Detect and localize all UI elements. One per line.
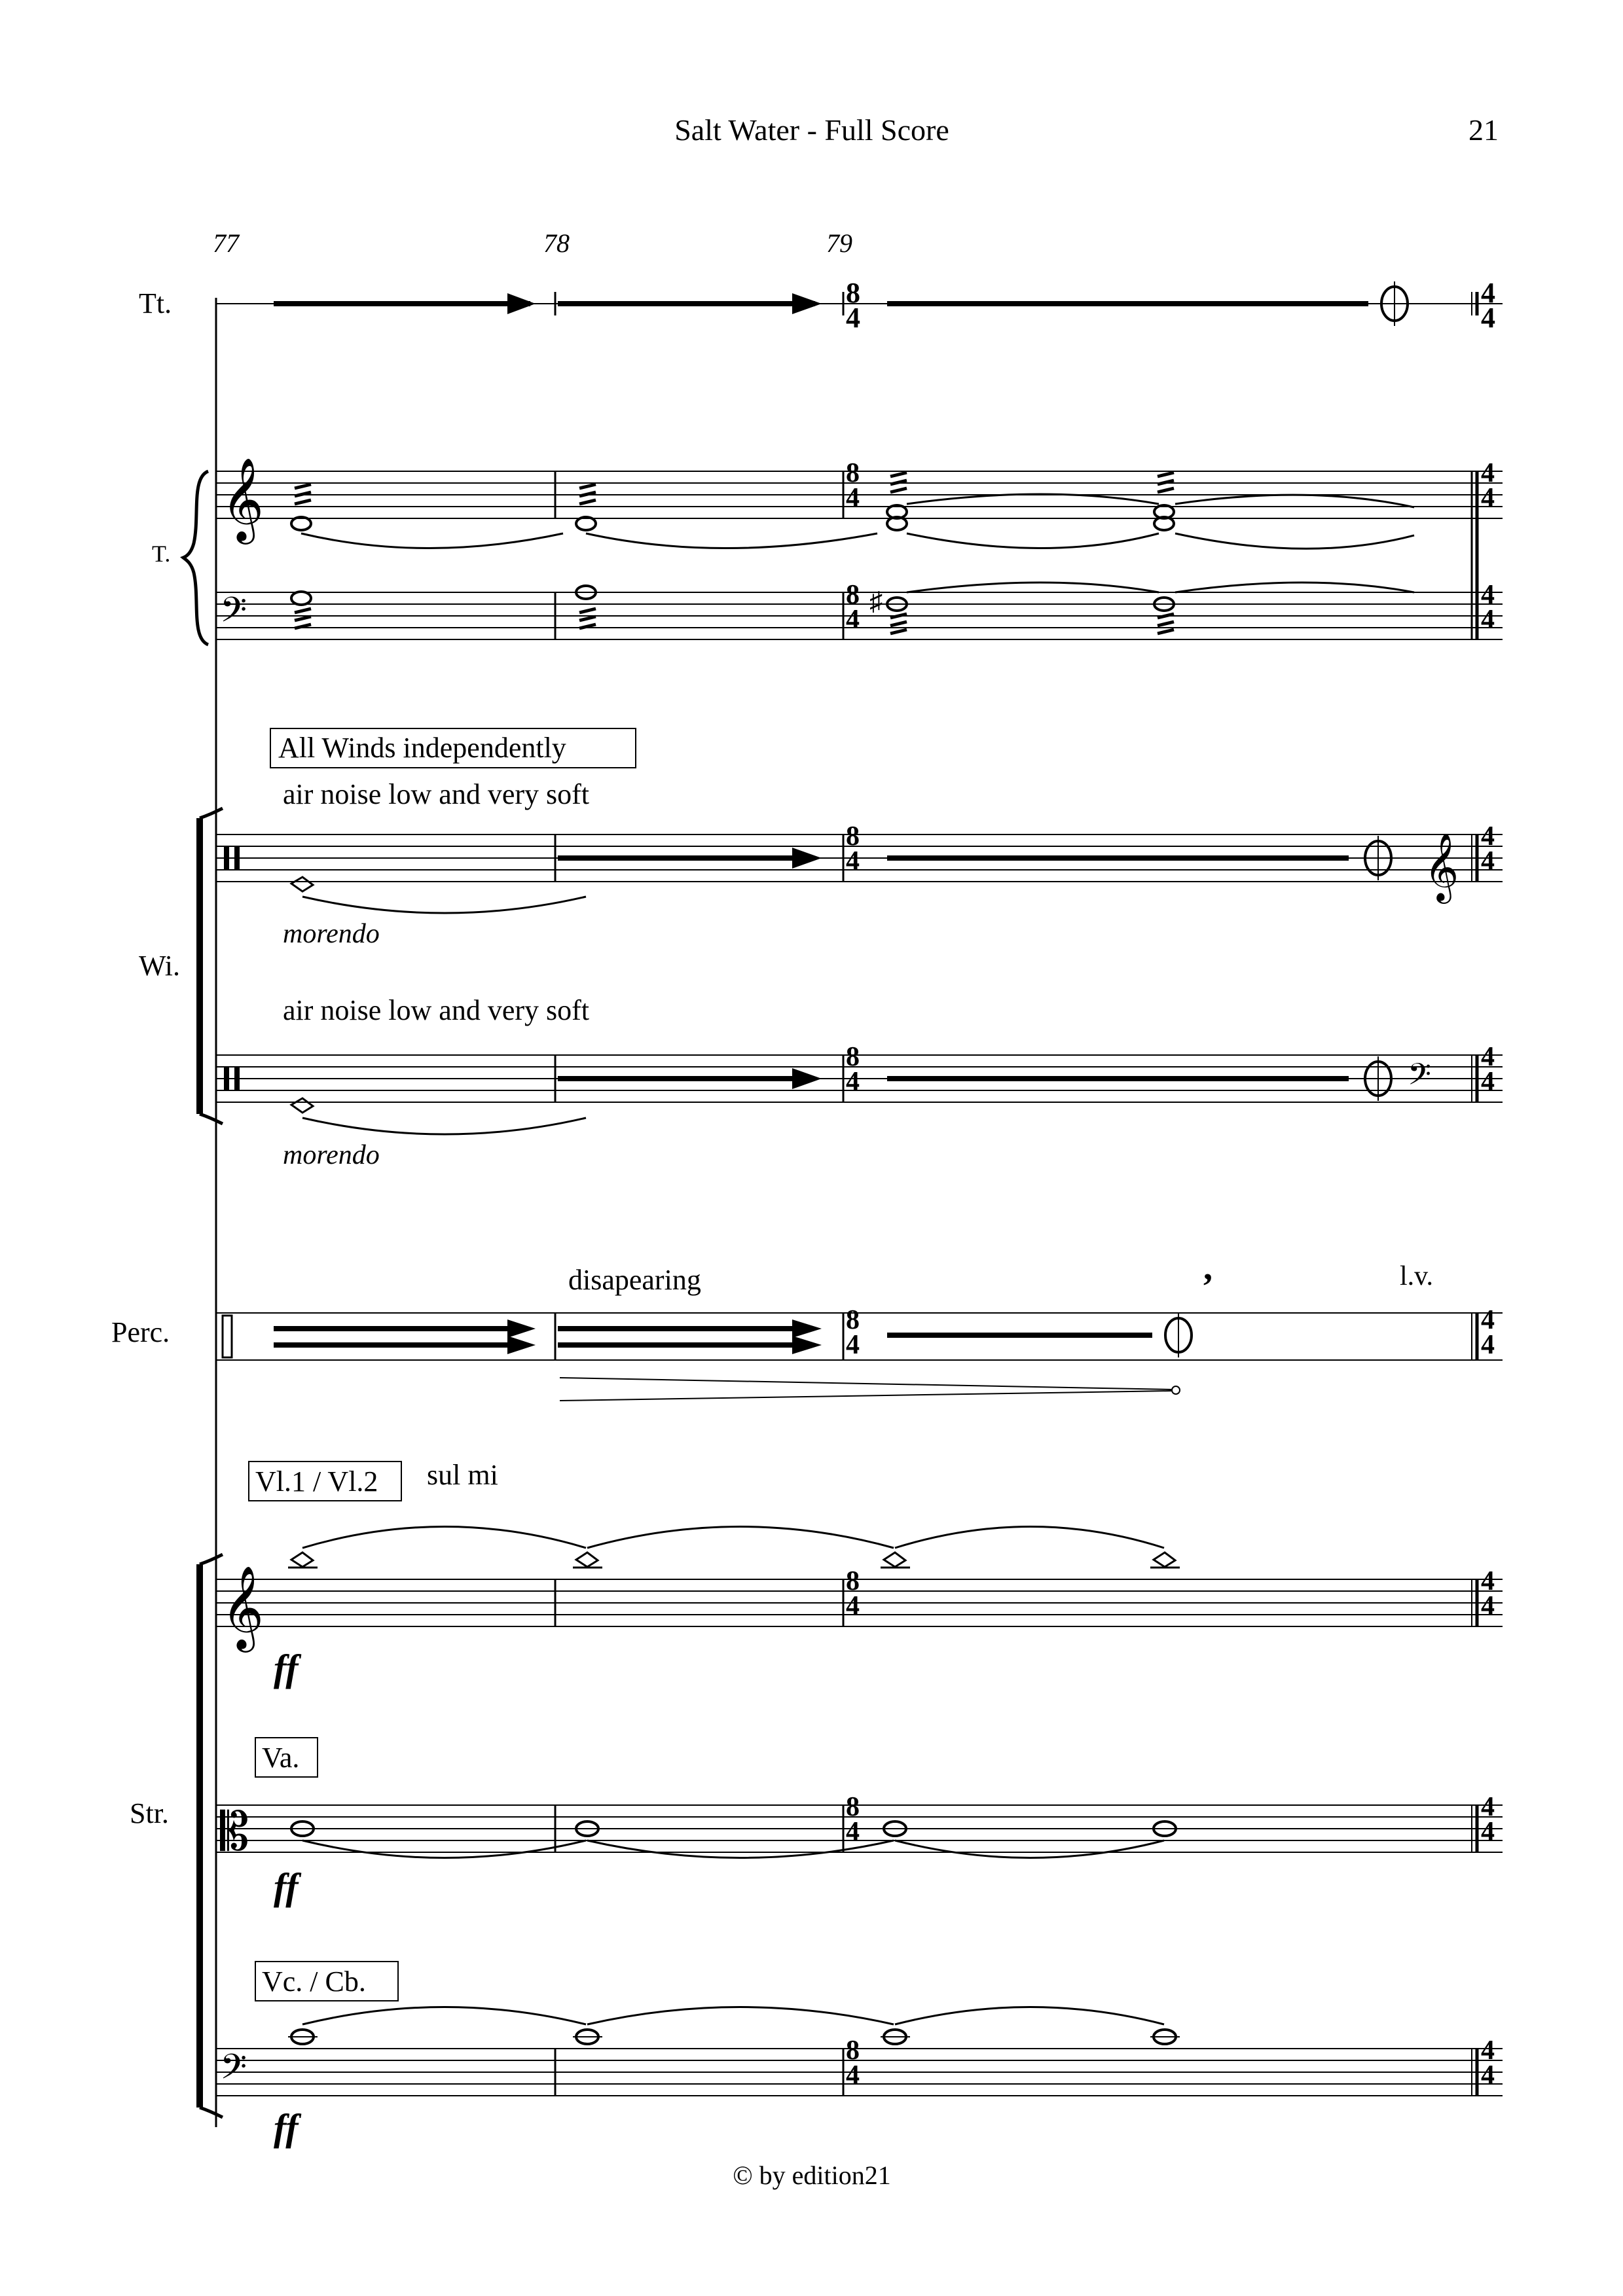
timpani-bass-next-ts-bottom: 4: [1481, 605, 1495, 635]
percussion-lv: l.v.: [1400, 1261, 1433, 1291]
viola-label: Va.: [262, 1742, 300, 1774]
violins-next-ts-top: 4: [1481, 1566, 1495, 1596]
winds-morendo-upper: morendo: [283, 919, 380, 949]
cello-ts-bottom: 4: [846, 2060, 860, 2090]
page-number: 21: [1468, 113, 1499, 147]
winds-lower-next-ts-bottom: 4: [1481, 1067, 1495, 1097]
svg-text:♯: ♯: [869, 586, 883, 616]
diminuendo-hairpin: [560, 1378, 1172, 1390]
viola-next-ts-top: 4: [1481, 1792, 1495, 1822]
timpani-next-ts-top: 4: [1481, 458, 1495, 488]
winds-upper-next-ts-top: 4: [1481, 821, 1495, 852]
timpani-bass-ts-bottom: 4: [846, 605, 860, 635]
timpani-label: T.: [152, 541, 171, 567]
cello-dynamic: ff: [274, 2106, 299, 2149]
cello-next-ts-top: 4: [1481, 2036, 1495, 2066]
perc-ts-bottom: 4: [846, 1330, 860, 1360]
winds-lower-next-ts-top: 4: [1481, 1042, 1495, 1072]
viola-ts-top: 8: [846, 1792, 860, 1822]
violins-dynamic: ff: [274, 1647, 299, 1689]
timpani-staff: [152, 458, 1503, 645]
violins-next-ts-bottom: 4: [1481, 1591, 1495, 1621]
timpani-next-ts-bottom: 4: [1481, 483, 1495, 513]
winds-upper-ts-bottom: 4: [846, 846, 860, 876]
timpani-bass-next-ts-top: 4: [1481, 580, 1495, 610]
viola-alto-clef-icon: 𝄡: [220, 1804, 249, 1861]
violins-label: Vl.1 / Vl.2: [255, 1465, 378, 1498]
cello-label: Vc. / Cb.: [262, 1965, 366, 1998]
winds-lower-ts-top: 8: [846, 1042, 860, 1072]
winds-staff-group: [139, 728, 1503, 1170]
perc-next-ts-top: 4: [1481, 1305, 1495, 1335]
timpani-ts-bottom: 4: [846, 483, 860, 513]
copyright-footer: © by edition21: [733, 2161, 891, 2190]
score-title: Salt Water - Full Score: [674, 113, 949, 147]
percussion-staff: [111, 1247, 1503, 1401]
percussion-breath-mark: ,: [1203, 1247, 1213, 1288]
winds-upper-direction: air noise low and very soft: [283, 778, 589, 810]
treble-clef-icon: 𝄞: [221, 459, 264, 539]
measure-number-77: 77: [213, 228, 239, 258]
winds-lower-ts-bottom: 4: [846, 1067, 860, 1097]
winds-lower-direction: air noise low and very soft: [283, 994, 589, 1026]
cello-ts-top: 8: [846, 2036, 860, 2066]
winds-upper-ts-top: 8: [846, 821, 860, 852]
grand-staff-brace: [183, 471, 208, 645]
bass-clef-icon: 𝄢: [220, 591, 247, 637]
winds-morendo-lower: morendo: [283, 1140, 380, 1170]
viola-dynamic: ff: [274, 1865, 299, 1908]
strings-staff-group: [130, 1459, 1503, 2149]
violins-ts-top: 8: [846, 1566, 860, 1596]
timesig-next-bottom: 4: [1481, 302, 1495, 334]
winds-instruction: All Winds independently: [278, 732, 566, 764]
viola-next-ts-bottom: 4: [1481, 1817, 1495, 1847]
viola-ts-bottom: 4: [846, 1817, 860, 1847]
violins-treble-clef-icon: 𝄞: [221, 1568, 264, 1647]
perc-next-ts-bottom: 4: [1481, 1330, 1495, 1360]
timpani-bass-ts-top: 8: [846, 580, 860, 610]
violins-direction: sul mi: [427, 1459, 498, 1491]
percussion-direction: disapearing: [568, 1264, 701, 1296]
perc-ts-top: 8: [846, 1305, 860, 1335]
cello-bass-clef-icon: 𝄢: [220, 2048, 247, 2094]
cello-next-ts-bottom: 4: [1481, 2060, 1495, 2090]
winds-label: Wi.: [139, 950, 180, 982]
measure-number-79: 79: [826, 228, 852, 258]
timesig-79-top: 8: [846, 277, 860, 309]
strings-label: Str.: [130, 1797, 169, 1829]
tamtam-staff: [139, 277, 1503, 334]
violins-ts-bottom: 4: [846, 1591, 860, 1621]
timesig-79-bottom: 4: [846, 302, 860, 334]
timpani-ts-top: 8: [846, 458, 860, 488]
winds-treble-clef-icon: 𝄞: [1424, 835, 1459, 900]
percussion-label: Perc.: [111, 1316, 170, 1348]
measure-number-78: 78: [543, 228, 570, 258]
timesig-next-top: 4: [1481, 277, 1495, 309]
tamtam-label: Tt.: [139, 287, 172, 319]
winds-upper-next-ts-bottom: 4: [1481, 846, 1495, 876]
winds-bass-clef-icon: 𝄢: [1408, 1058, 1432, 1099]
